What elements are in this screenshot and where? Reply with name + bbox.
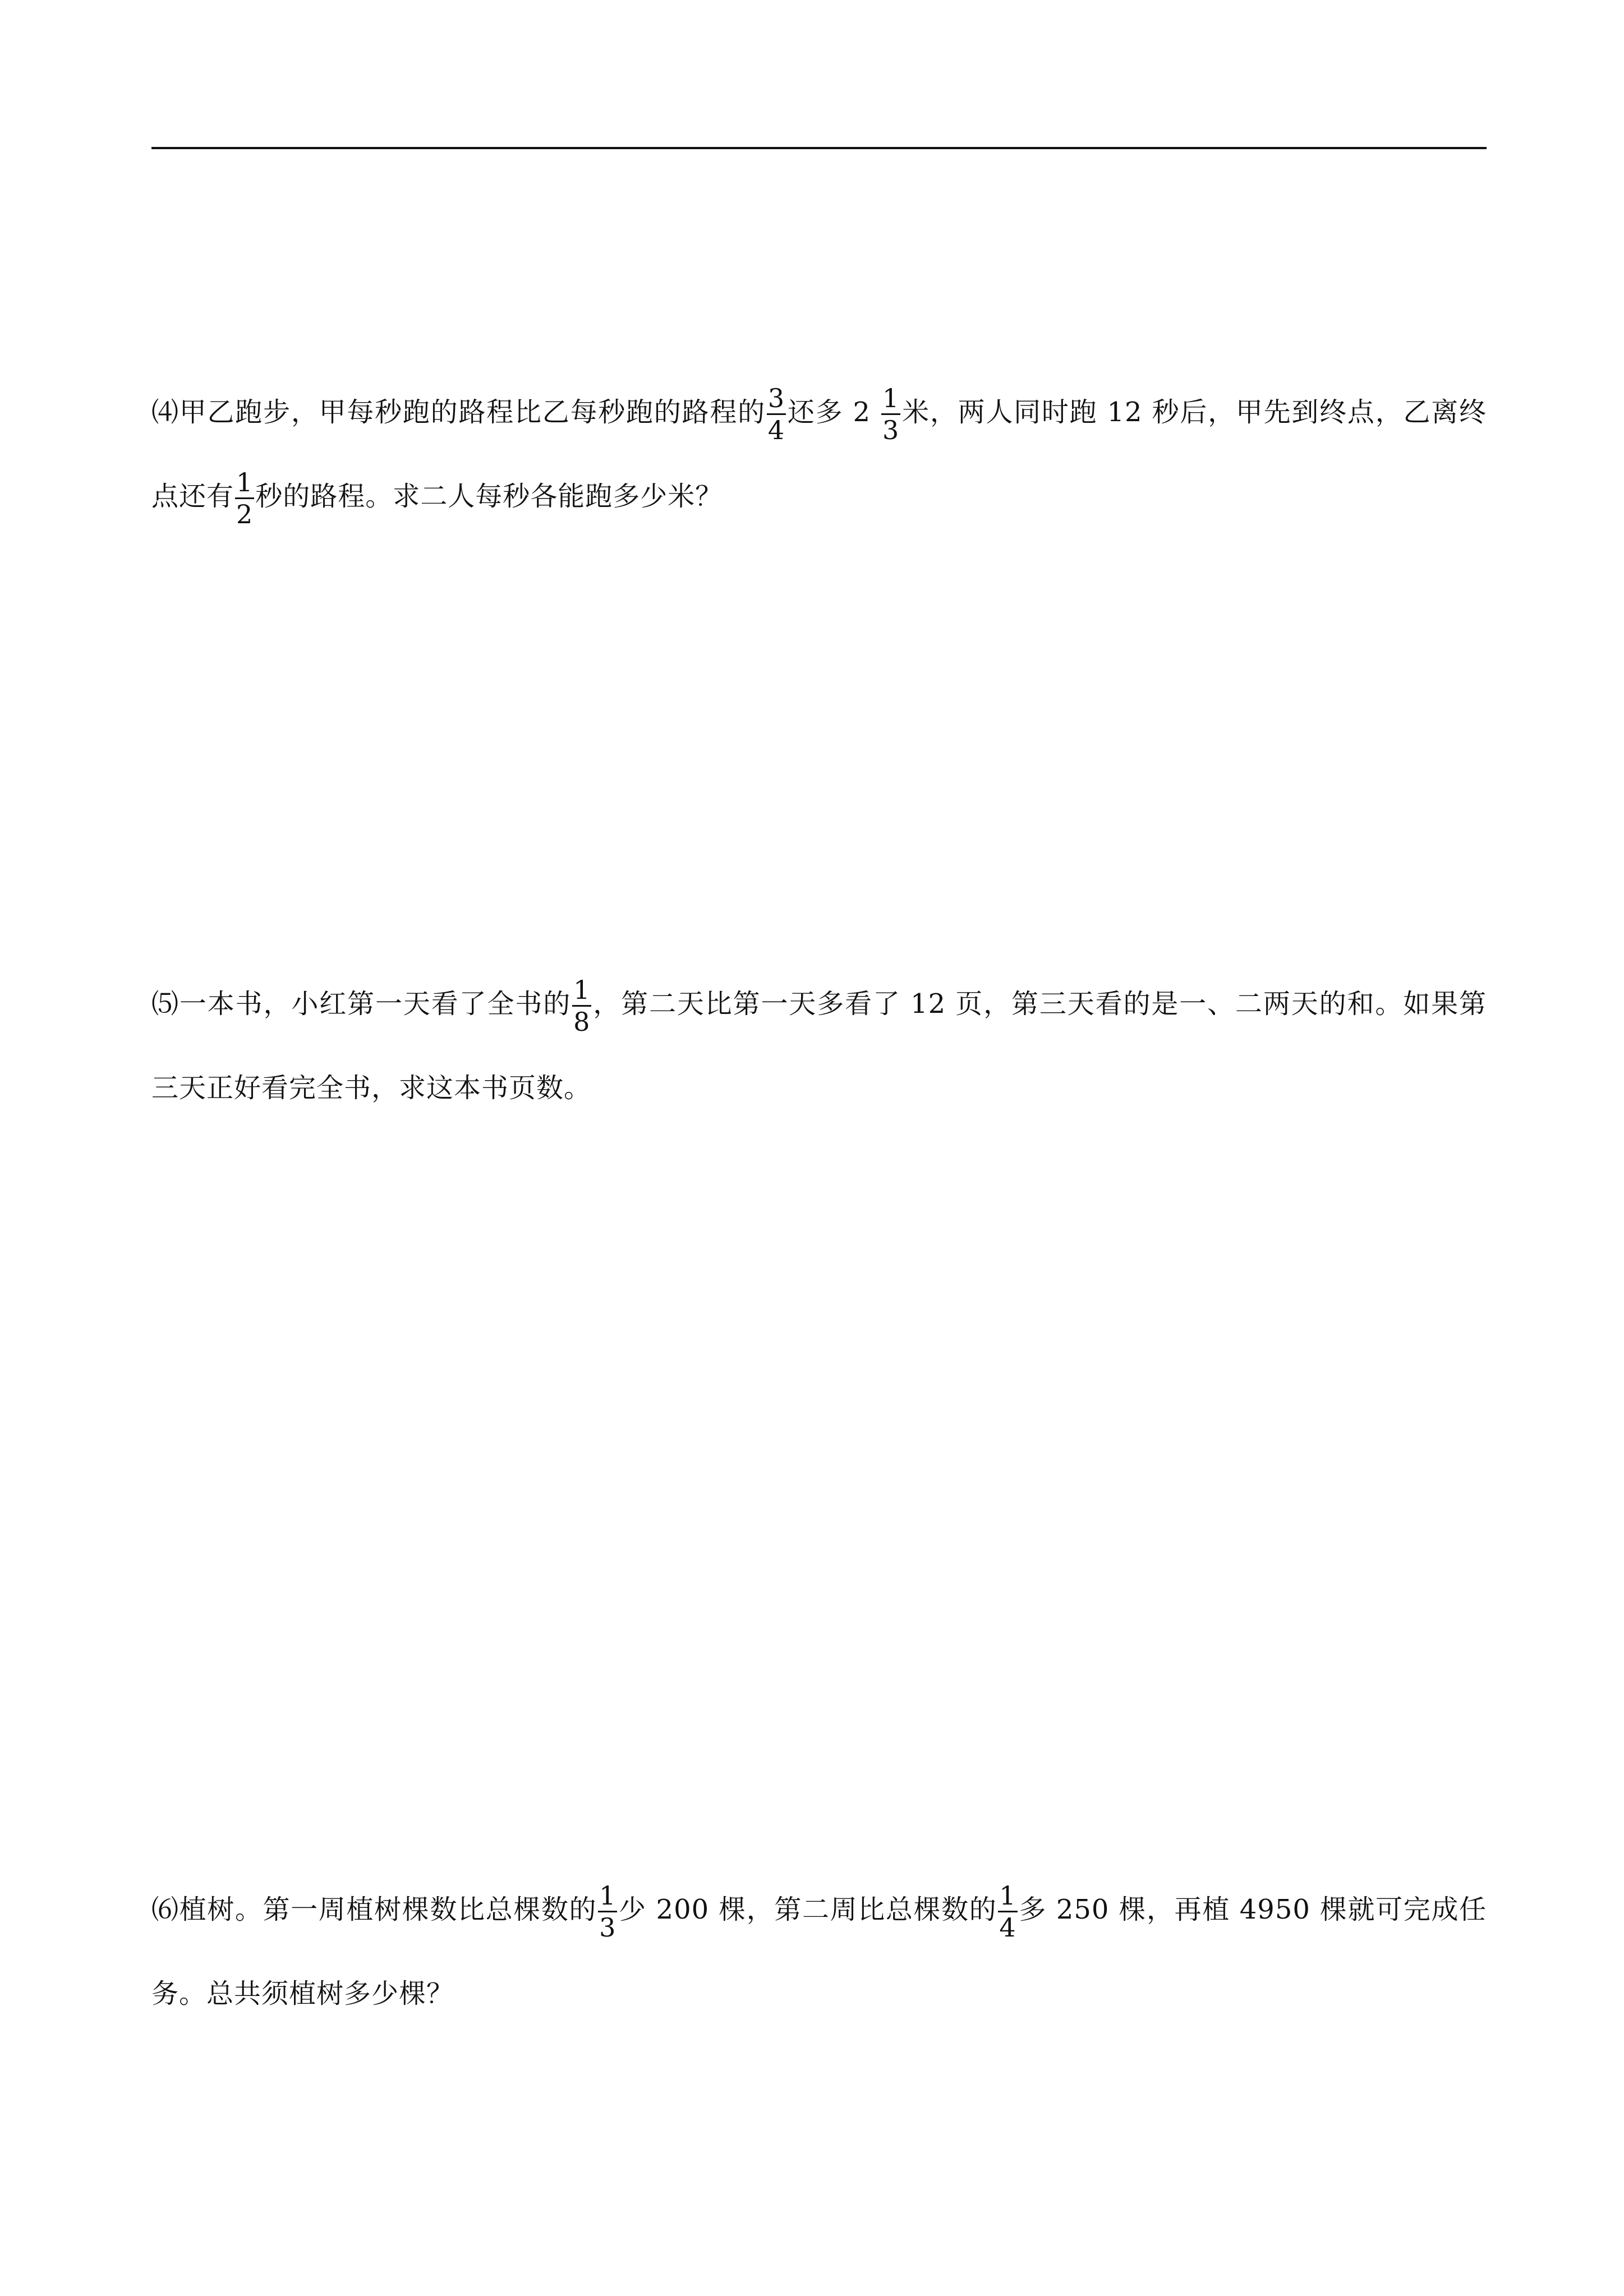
problem-text: ⑷甲乙跑步，甲每秒跑的路程比乙每秒跑的路程的 <box>151 397 766 428</box>
fraction-numerator: 1 <box>236 467 254 497</box>
fraction-numerator: 3 <box>767 383 785 413</box>
fraction-denominator: 3 <box>599 1912 617 1943</box>
problem-text: ⑸一本书，小红第一天看了全书的 <box>151 988 572 1020</box>
problem-text: 还多 2 <box>787 397 881 428</box>
problem-5 <box>151 962 1487 1130</box>
problem-text: ⑹植树。第一周植树棵数比总棵数的 <box>151 1894 597 1925</box>
fraction <box>998 1880 1017 1943</box>
problem-text: ，第二天比第一天多看了 12 页，第三天看的是一、二两天的和。如果第三天正好看完全书，求这本书页数。 <box>151 988 1487 1104</box>
fraction <box>235 467 254 529</box>
header-rule <box>151 147 1487 149</box>
problem-text: 秒的路程。求二人每秒各能跑多少米？ <box>255 481 723 512</box>
fraction-denominator: 4 <box>767 415 785 445</box>
problem-text: 多 250 棵，再植 4950 棵就可完成任务。总共须植树多少棵？ <box>151 1894 1487 2009</box>
fraction <box>598 1880 617 1943</box>
fraction-denominator: 8 <box>573 1007 591 1037</box>
fraction-numerator: 1 <box>882 383 900 413</box>
problem-4 <box>151 370 1487 538</box>
problem-6 <box>151 1868 1487 2036</box>
fraction-numerator: 1 <box>999 1880 1016 1911</box>
fraction <box>881 383 900 445</box>
fraction-denominator: 2 <box>236 499 254 529</box>
fraction-denominator: 3 <box>882 415 900 445</box>
problem-text: 米，两人同时跑 12 秒后，甲先到终点，乙离终点还有 <box>151 397 1487 512</box>
fraction-denominator: 4 <box>999 1912 1016 1943</box>
fraction-numerator: 1 <box>573 975 591 1005</box>
problem-text: 少 200 棵，第二周比总棵数的 <box>618 1894 997 1925</box>
fraction <box>767 383 786 445</box>
fraction <box>572 975 591 1037</box>
fraction-numerator: 1 <box>599 1880 617 1911</box>
